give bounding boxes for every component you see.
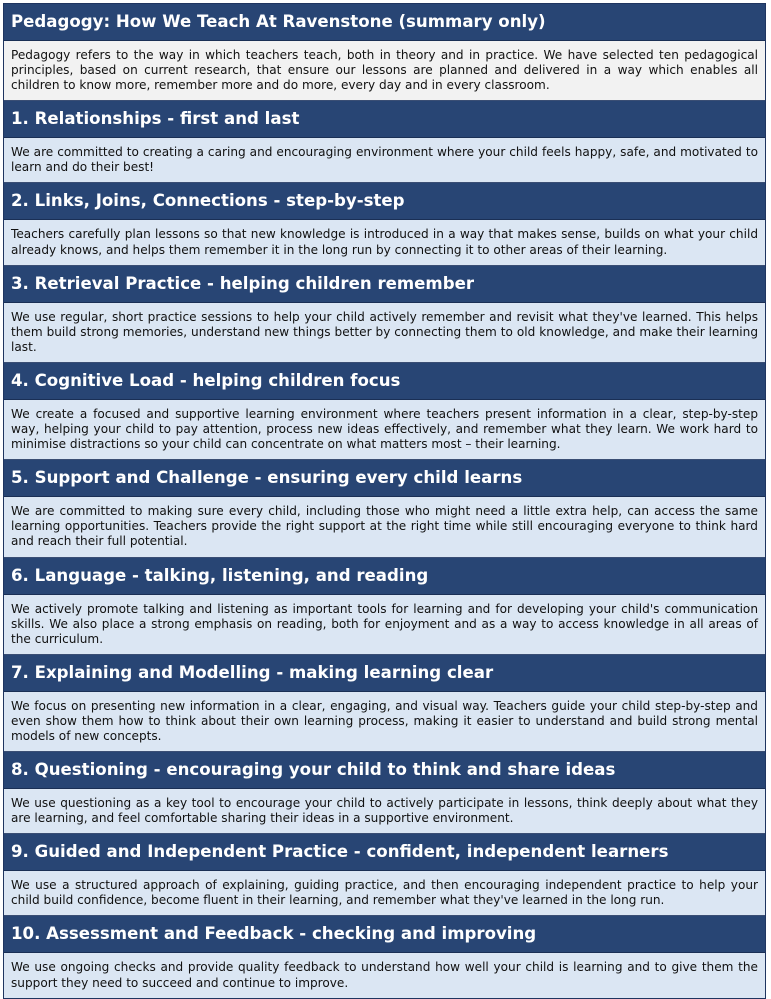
section-heading: 8. Questioning - encouraging your child to think and share ideas xyxy=(4,752,765,789)
section-heading: 6. Language - talking, listening, and reading xyxy=(4,558,765,595)
section-relationships xyxy=(4,101,765,183)
section-text: We are committed to creating a caring and encouraging environment where your child feels happy, safe, and motivated to learn and do their best! xyxy=(4,138,765,183)
section-heading: 2. Links, Joins, Connections - step-by-step xyxy=(4,183,765,220)
section-cognitive-load xyxy=(4,363,765,460)
section-text: We use ongoing checks and provide quality feedback to understand how well your child is learning and to give them the support they need to succeed and continue to improve. xyxy=(4,953,765,997)
section-text: Teachers carefully plan lessons so that new knowledge is introduced in a way that makes sense, builds on what your child already knows, and helps them remember it in the long run by connecting it to other areas of their learning. xyxy=(4,220,765,265)
section-explaining-modelling xyxy=(4,655,765,752)
section-text: We use questioning as a key tool to encourage your child to actively participate in lessons, think deeply about what they are learning, and feel comfortable sharing their ideas in a supportive environment. xyxy=(4,789,765,834)
section-heading: 7. Explaining and Modelling - making learning clear xyxy=(4,655,765,692)
section-language xyxy=(4,558,765,655)
pedagogy-document xyxy=(3,3,766,999)
section-heading: 9. Guided and Independent Practice - confident, independent learners xyxy=(4,834,765,871)
section-retrieval-practice xyxy=(4,266,765,363)
page-title: Pedagogy: How We Teach At Ravenstone (summary only) xyxy=(4,4,765,41)
section-links-joins-connections xyxy=(4,183,765,265)
section-support-challenge xyxy=(4,460,765,557)
section-questioning xyxy=(4,752,765,834)
section-assessment-feedback xyxy=(4,916,765,997)
section-text: We use regular, short practice sessions to help your child actively remember and revisit what they've learned. This helps them build strong memories, understand new things better by connecting them to old knowledge, and make their learning last. xyxy=(4,303,765,363)
section-heading: 5. Support and Challenge - ensuring every child learns xyxy=(4,460,765,497)
intro-paragraph: Pedagogy refers to the way in which teachers teach, both in theory and in practice. We have selected ten pedagogical principles, based on current research, that ensure our lessons are planned and delivered in a way which enables all children to know more, remember more and do more, every day and in every classroom. xyxy=(4,41,765,101)
section-guided-independent-practice xyxy=(4,834,765,916)
section-text: We use a structured approach of explaining, guiding practice, and then encouraging independent practice to help your child build confidence, become fluent in their learning, and remember what they've learned in the long run. xyxy=(4,871,765,916)
section-heading: 4. Cognitive Load - helping children focus xyxy=(4,363,765,400)
section-text: We are committed to making sure every child, including those who might need a little extra help, can access the same learning opportunities. Teachers provide the right support at the right time while still encouraging everyone to think hard and reach their full potential. xyxy=(4,497,765,557)
section-heading: 1. Relationships - first and last xyxy=(4,101,765,138)
section-heading: 10. Assessment and Feedback - checking and improving xyxy=(4,916,765,953)
section-text: We create a focused and supportive learning environment where teachers present information in a clear, step-by-step way, helping your child to pay attention, process new ideas effectively, and remember what they learn. We work hard to minimise distractions so your child can concentrate on what matters most – their learning. xyxy=(4,400,765,460)
section-text: We focus on presenting new information in a clear, engaging, and visual way. Teachers guide your child step-by-step and even show them how to think about their own learning process, making it easier to understand and build strong mental models of new concepts. xyxy=(4,692,765,752)
section-heading: 3. Retrieval Practice - helping children remember xyxy=(4,266,765,303)
section-text: We actively promote talking and listening as important tools for learning and for developing your child's communication skills. We also place a strong emphasis on reading, both for enjoyment and as a way to access knowledge in all areas of the curriculum. xyxy=(4,595,765,655)
